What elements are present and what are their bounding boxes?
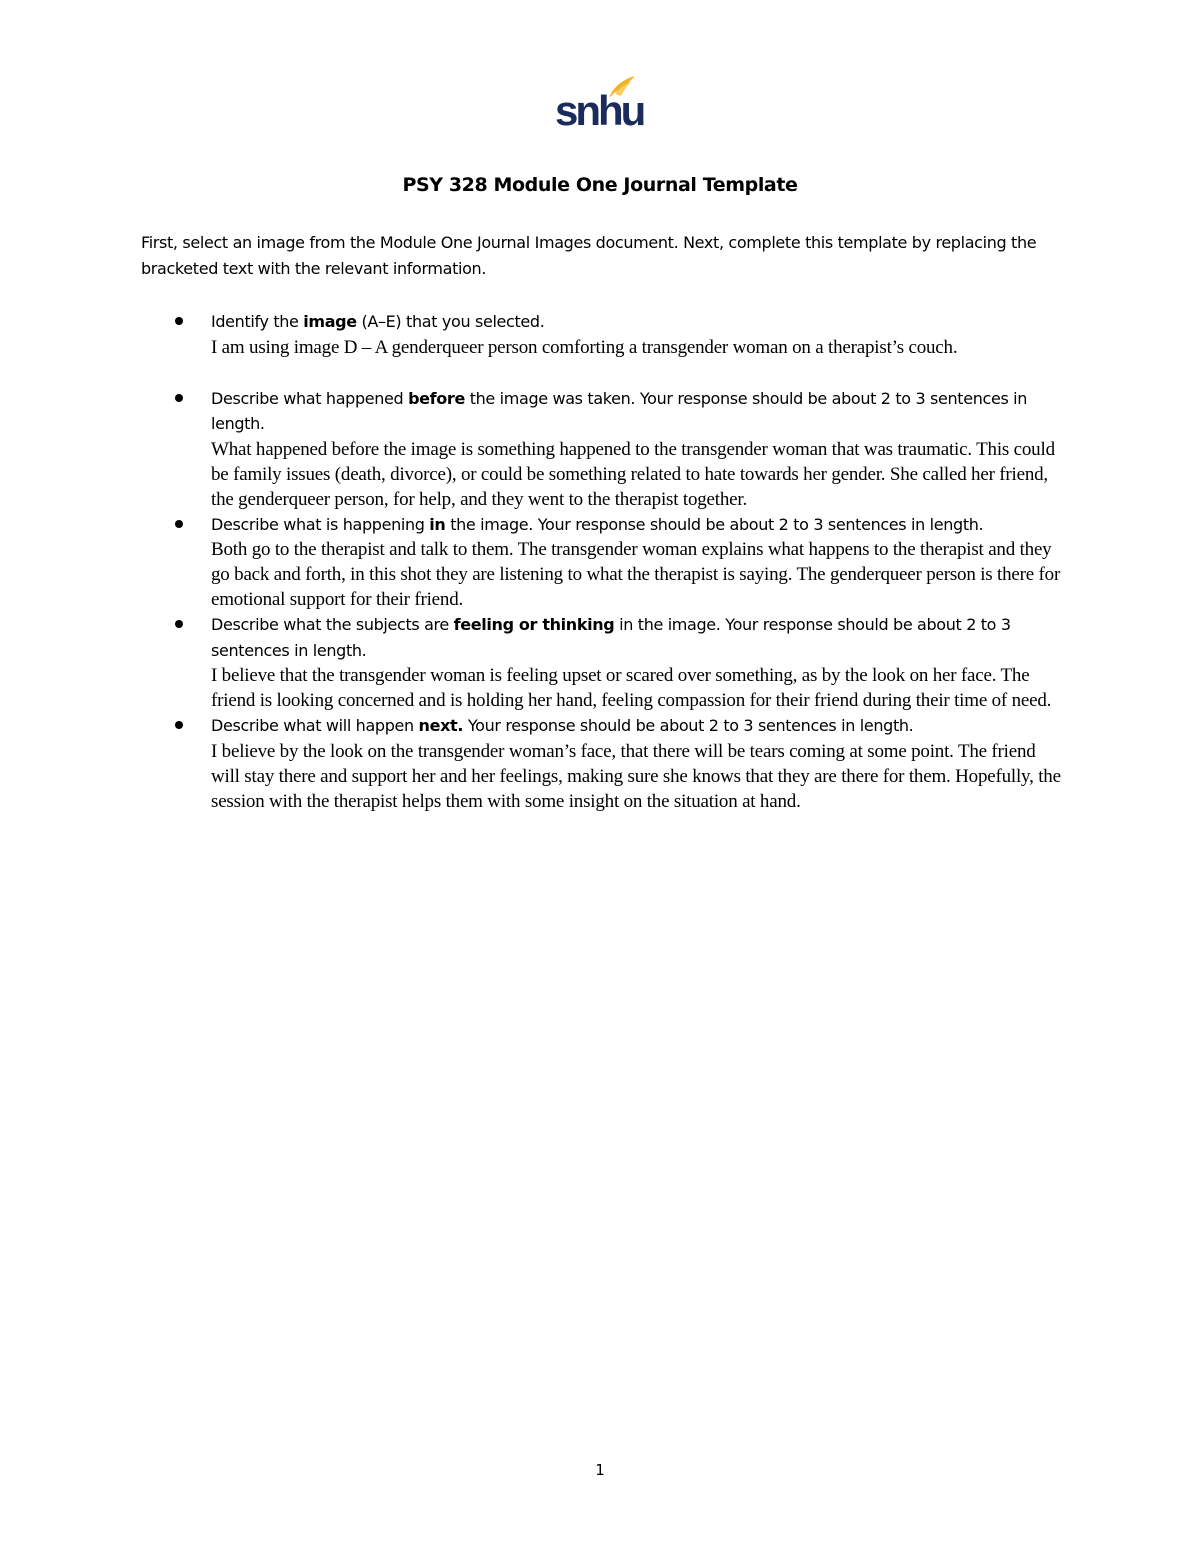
bullet-icon <box>175 394 183 402</box>
bullet-icon <box>175 520 183 528</box>
prompt-text: Describe what is happening in the image. Your response should be about 2 to 3 sentences in length. <box>211 514 984 534</box>
bullet-icon <box>175 620 183 628</box>
page-number: 1 <box>595 1461 605 1479</box>
prompt-emphasis: in <box>429 514 446 534</box>
journal-prompt-list <box>211 309 1061 814</box>
snhu-logo <box>555 74 644 134</box>
answer-text: Both go to the therapist and talk to them. The transgender woman explains what happens to the therapist and they go back and forth, in this shot they are listening to what the therapist is saying. The genderqueer person is there for emotional support for their friend. <box>211 539 1061 610</box>
list-item <box>211 512 1061 613</box>
prompt-emphasis: next. <box>418 716 464 735</box>
answer-text: What happened before the image is something happened to the transgender woman that was traumatic. This could be family issues (death, divorce), or could be something related to hate towards her gender. She called her friend, the genderqueer person, for help, and they went to the therapist together. <box>211 438 1055 510</box>
answer-text: I am using image D – A genderqueer person comforting a transgender woman on a therapist’s couch. <box>211 336 958 358</box>
logo-wordmark: snhu <box>555 87 644 134</box>
list-item <box>211 612 1061 713</box>
intro-paragraph: First, select an image from the Module One Journal Images document. Next, complete this template by replacing the bracketed text with the relevant information. <box>141 233 1037 278</box>
answer-text: I believe that the transgender woman is feeling upset or scared over something, as by the look on her face. The friend is looking concerned and is holding her hand, feeling compassion for their friend during their time of need. <box>211 665 1052 711</box>
bullet-icon <box>175 317 183 325</box>
prompt-text: Describe what will happen next. Your response should be about 2 to 3 sentences in length. <box>211 716 914 735</box>
prompt-emphasis: image <box>303 312 357 331</box>
prompt-emphasis: feeling or thinking <box>453 615 615 634</box>
bullet-icon <box>175 721 183 729</box>
prompt-text: Describe what the subjects are feeling or thinking in the image. Your response should be about 2 to 3 sentences in length. <box>211 615 1011 660</box>
page-title: PSY 328 Module One Journal Template <box>402 174 798 196</box>
prompt-text: Identify the image (A–E) that you selected. <box>211 312 545 331</box>
answer-text: I believe by the look on the transgender woman’s face, that there will be tears coming at some point. The friend will stay there and support her and her feelings, making sure she knows that they are there for them. Hopefully, the session with the therapist helps them with some insight on the situation at hand. <box>211 740 1061 812</box>
list-item <box>211 309 1061 360</box>
prompt-text: Describe what happened before the image was taken. Your response should be about 2 to 3 sentences in length. <box>211 388 1028 433</box>
list-item <box>211 386 1061 512</box>
prompt-emphasis: before <box>408 388 465 408</box>
list-item <box>211 713 1061 814</box>
